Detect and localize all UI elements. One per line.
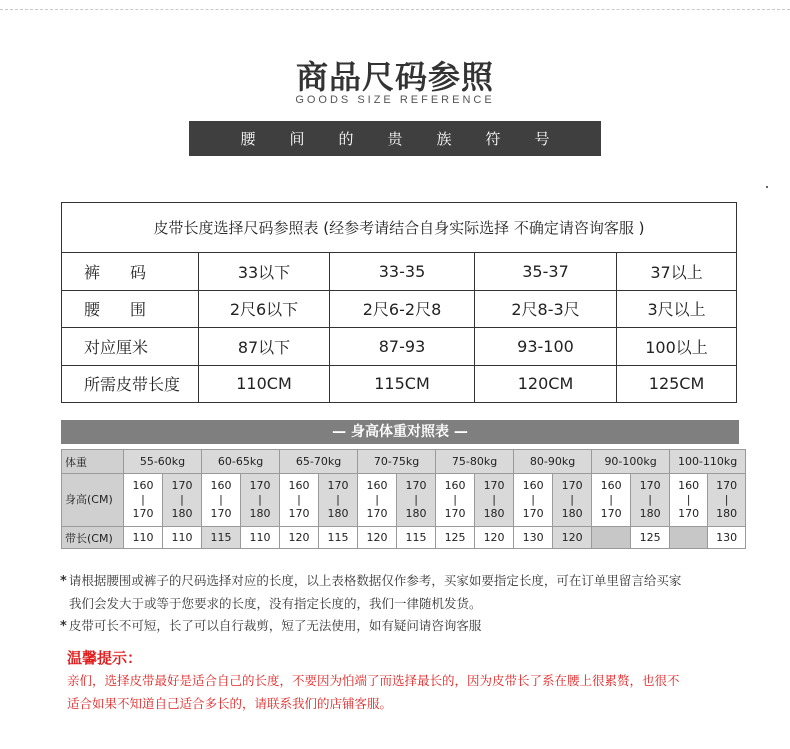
belt-cell: 125 bbox=[631, 527, 670, 549]
belt-cell: 115 bbox=[319, 527, 358, 549]
table-cell: 100以上 bbox=[617, 328, 737, 366]
height-cell: 160 | 170 bbox=[202, 474, 241, 527]
height-cell: 160 | 170 bbox=[358, 474, 397, 527]
warm-tip-line: 适合如果不知道自己适合多长的，请联系我们的店铺客服。 bbox=[67, 696, 393, 711]
weight-row bbox=[62, 450, 746, 474]
height-cell: 170 | 180 bbox=[631, 474, 670, 527]
height-cell: 160 | 170 bbox=[436, 474, 475, 527]
note-text: 皮带可长不可短，长了可以自行裁剪，短了无法使用，如有疑问请咨询客服 bbox=[68, 618, 482, 633]
belt-cell: 130 bbox=[514, 527, 553, 549]
height-cell: 170 | 180 bbox=[475, 474, 514, 527]
brand-banner bbox=[189, 121, 601, 156]
weight-label: 体重 bbox=[62, 450, 124, 474]
height-cell: 170 | 180 bbox=[708, 474, 746, 527]
note-item bbox=[60, 570, 750, 593]
row-header: 所需皮带长度 bbox=[62, 365, 199, 403]
belt-row bbox=[62, 527, 746, 549]
note-text: 我们会发大于或等于您要求的长度，没有指定长度的，我们一律随机发货。 bbox=[69, 596, 482, 611]
belt-cell: 125 bbox=[436, 527, 475, 549]
warm-tip-text bbox=[67, 669, 757, 715]
note-star: * bbox=[60, 574, 67, 589]
table-cell: 125CM bbox=[617, 365, 737, 403]
height-weight-table bbox=[61, 449, 746, 549]
warm-tip-title: 温馨提示： bbox=[67, 649, 143, 667]
height-cell: 170 | 180 bbox=[553, 474, 592, 527]
banner-char: 号 bbox=[534, 130, 550, 148]
height-cell: 160 | 170 bbox=[124, 474, 163, 527]
belt-cell: 120 bbox=[475, 527, 514, 549]
table-cell: 33-35 bbox=[330, 253, 475, 291]
height-cell: 160 | 170 bbox=[592, 474, 631, 527]
note-text: 请根据腰围或裤子的尺码选择对应的长度，以上表格数据仅作参考，买家如要指定长度，可在订单里留言给买家 bbox=[68, 573, 682, 588]
table-cell: 115CM bbox=[330, 365, 475, 403]
belt-size-table bbox=[61, 202, 737, 403]
row-header: 腰 围 bbox=[62, 290, 199, 328]
table-caption: 皮带长度选择尺码参照表 (经参考请结合自身实际选择 不确定请咨询客服 ) bbox=[62, 203, 737, 253]
height-cell: 170 | 180 bbox=[397, 474, 436, 527]
banner-char: 族 bbox=[436, 130, 452, 148]
weight-cell: 90-100kg bbox=[592, 450, 670, 474]
table-cell: 2尺6以下 bbox=[199, 290, 330, 328]
height-weight-chart-title: — 身高体重对照表 — bbox=[61, 420, 739, 444]
table-cell: 33以下 bbox=[199, 253, 330, 291]
belt-cell: 110 bbox=[124, 527, 163, 549]
weight-cell: 80-90kg bbox=[514, 450, 592, 474]
table-cell: 120CM bbox=[475, 365, 617, 403]
height-cell: 160 | 170 bbox=[280, 474, 319, 527]
table-cell: 2尺6-2尺8 bbox=[330, 290, 475, 328]
belt-cell: 120 bbox=[280, 527, 319, 549]
table-cell: 93-100 bbox=[475, 328, 617, 366]
weight-cell: 65-70kg bbox=[280, 450, 358, 474]
belt-cell: 115 bbox=[202, 527, 241, 549]
belt-cell bbox=[592, 527, 631, 549]
note-star: * bbox=[60, 619, 67, 634]
belt-cell: 130 bbox=[708, 527, 746, 549]
weight-cell: 60-65kg bbox=[202, 450, 280, 474]
weight-cell: 100-110kg bbox=[670, 450, 746, 474]
belt-cell: 115 bbox=[397, 527, 436, 549]
banner-char: 的 bbox=[338, 130, 354, 148]
banner-char: 符 bbox=[485, 130, 501, 148]
banner-char: 腰 bbox=[240, 130, 256, 148]
weight-cell: 55-60kg bbox=[124, 450, 202, 474]
table-cell: 110CM bbox=[199, 365, 330, 403]
banner-char: 间 bbox=[289, 130, 305, 148]
row-header: 裤 码 bbox=[62, 253, 199, 291]
page-title: 商品尺码参照 bbox=[295, 58, 494, 96]
table-cell: 87-93 bbox=[330, 328, 475, 366]
table-row bbox=[62, 253, 737, 291]
table-cell: 2尺8-3尺 bbox=[475, 290, 617, 328]
top-divider bbox=[0, 9, 790, 10]
decorative-dot bbox=[766, 186, 768, 188]
height-label: 身高(CM) bbox=[62, 474, 124, 527]
table-cell: 35-37 bbox=[475, 253, 617, 291]
table-cell: 87以下 bbox=[199, 328, 330, 366]
table-row bbox=[62, 290, 737, 328]
height-cell: 170 | 180 bbox=[241, 474, 280, 527]
page-subtitle: GOODS SIZE REFERENCE bbox=[295, 94, 495, 106]
belt-cell bbox=[670, 527, 708, 549]
height-cell: 170 | 180 bbox=[163, 474, 202, 527]
table-cell: 3尺以上 bbox=[617, 290, 737, 328]
banner-char: 贵 bbox=[387, 130, 403, 148]
height-row bbox=[62, 474, 746, 527]
table-cell: 37以上 bbox=[617, 253, 737, 291]
weight-cell: 70-75kg bbox=[358, 450, 436, 474]
height-cell: 170 | 180 bbox=[319, 474, 358, 527]
weight-cell: 75-80kg bbox=[436, 450, 514, 474]
belt-label: 带长(CM) bbox=[62, 527, 124, 549]
belt-cell: 120 bbox=[553, 527, 592, 549]
table-row bbox=[62, 328, 737, 366]
warm-tip-line: 亲们，选择皮带最好是适合自己的长度，不要因为怕端了而选择最长的，因为皮带长了系在腰上很累赘，也很不 bbox=[67, 673, 680, 688]
belt-cell: 120 bbox=[358, 527, 397, 549]
notes-section bbox=[60, 570, 750, 638]
height-cell: 160 | 170 bbox=[670, 474, 708, 527]
note-item bbox=[60, 615, 750, 638]
belt-cell: 110 bbox=[241, 527, 280, 549]
belt-cell: 110 bbox=[163, 527, 202, 549]
table-row bbox=[62, 365, 737, 403]
height-cell: 160 | 170 bbox=[514, 474, 553, 527]
row-header: 对应厘米 bbox=[62, 328, 199, 366]
